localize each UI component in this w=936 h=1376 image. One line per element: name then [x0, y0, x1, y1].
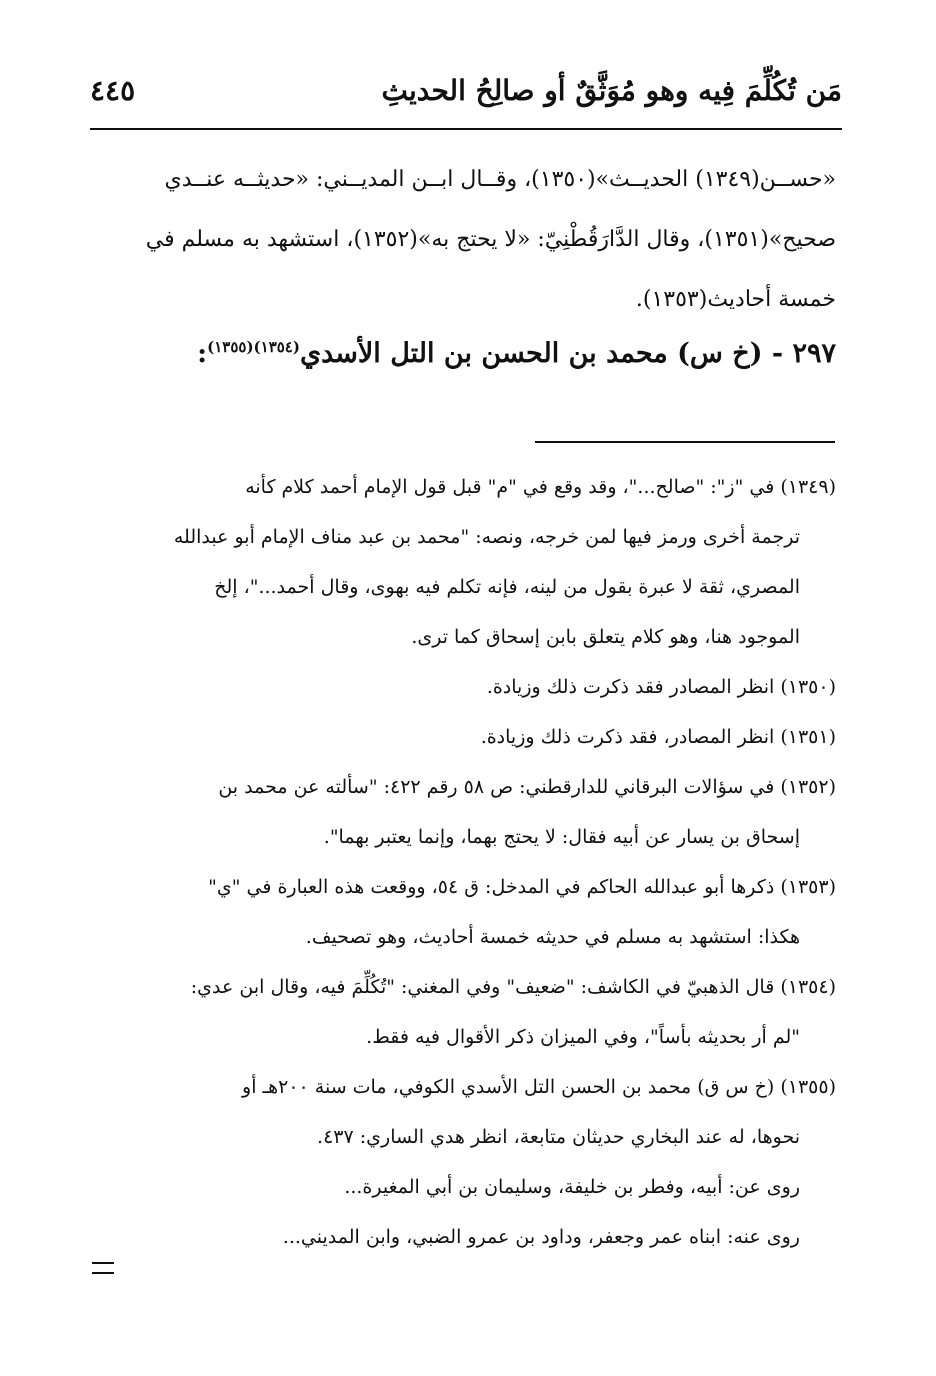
footnote-refs: (١٣٥٤)(١٣٥٥) [207, 338, 300, 356]
footnote [92, 712, 836, 762]
footnote [92, 862, 836, 962]
running-header [90, 70, 842, 130]
running-title: مَن تُكُلِّمَ فِيه وهو مُوَثَّقٌ أو صالِحُ الحديثِ [381, 74, 842, 107]
body-line: خمسة أحاديث(١٣٥٣). [635, 287, 836, 312]
body-line: صحيح»(١٣٥١)، وقال الدَّارَقُطْنِيّ: «لا يحتج به»(١٣٥٢)، استشهد به مسلم في [145, 227, 836, 252]
footnote-line: روى عنه: ابناه عمر وجعفر، وداود بن عمرو الضبي، وابن المديني... [282, 1226, 800, 1248]
footnote-line: الموجود هنا، وهو كلام يتعلق بابن إسحاق كما ترى. [411, 626, 800, 648]
footnote-line: روى عن: أبيه، وفطر بن خليفة، وسليمان بن أبي المغيرة... [344, 1176, 800, 1198]
footnotes [92, 462, 836, 1262]
footnote [92, 962, 836, 1062]
footnote-line: (١٣٥١) انظر المصادر، فقد ذكرت ذلك وزيادة. [480, 726, 836, 748]
footnote-line: نحوها، له عند البخاري حديثان متابعة، انظر هدي الساري: ٤٣٧. [317, 1126, 800, 1148]
footnote-line: هكذا: استشهد به مسلم في حديثه خمسة أحاديث، وهو تصحيف. [305, 926, 800, 948]
footnote-line: إسحاق بن يسار عن أبيه فقال: لا يحتج بهما، وإنما يعتبر بهما". [323, 826, 800, 848]
footnote [92, 462, 836, 662]
footnote-line: (١٣٥٣) ذكرها أبو عبدالله الحاكم في المدخل: ق ٥٤، ووقعت هذه العبارة في "ي" [208, 876, 836, 898]
page-number: ٤٤٥ [90, 74, 136, 107]
footnote-divider [535, 441, 835, 443]
footnote-line: "لم أر بحديثه بأساً"، وفي الميزان ذكر الأقوال فيه فقط. [366, 1026, 800, 1048]
footnote [92, 762, 836, 862]
footnote-line: (١٣٥٥) (خ س ق) محمد بن الحسن التل الأسدي الكوفي، مات سنة ٢٠٠هـ أو [242, 1076, 836, 1098]
footnote-line: ترجمة أخرى ورمز فيها لمن خرجه، ونصه: "محمد بن عبد مناف الإمام أبو عبدالله [173, 526, 800, 548]
footnote-line: المصري، ثقة لا عبرة بقول من لينه، فإنه تكلم فيه بهوى، وقال أحمد..."، إلخ [214, 576, 800, 598]
footnote [92, 662, 836, 712]
footnote [92, 1062, 836, 1262]
entry-title: ٢٩٧ - (خ س) محمد بن الحسن بن التل الأسدي [299, 338, 836, 369]
main-text [96, 150, 836, 330]
footnote-line: (١٣٥٠) انظر المصادر فقد ذكرت ذلك وزيادة. [486, 676, 836, 698]
footnote-line: (١٣٥٢) في سؤالات البرقاني للدارقطني: ص ٥٨ رقم ٤٢٢: "سألته عن محمد بن [218, 776, 836, 798]
footnote-line: (١٣٥٤) قال الذهبيّ في الكاشف: "ضعيف" وفي المغني: "تُكُلِّمَ فيه، وقال ابن عدي: [190, 976, 836, 998]
body-line: «حســن(١٣٤٩) الحديــث»(١٣٥٠)، وقــال ابــن المديــني: «حديثــه عنــدي [164, 167, 836, 192]
end-mark [92, 1262, 114, 1274]
entry-colon: : [197, 338, 208, 369]
entry-heading [197, 338, 836, 369]
footnote-line: (١٣٤٩) في "ز": "صالح..."، وقد وقع في "م" قبل قول الإمام أحمد كلام كأنه [245, 476, 836, 498]
